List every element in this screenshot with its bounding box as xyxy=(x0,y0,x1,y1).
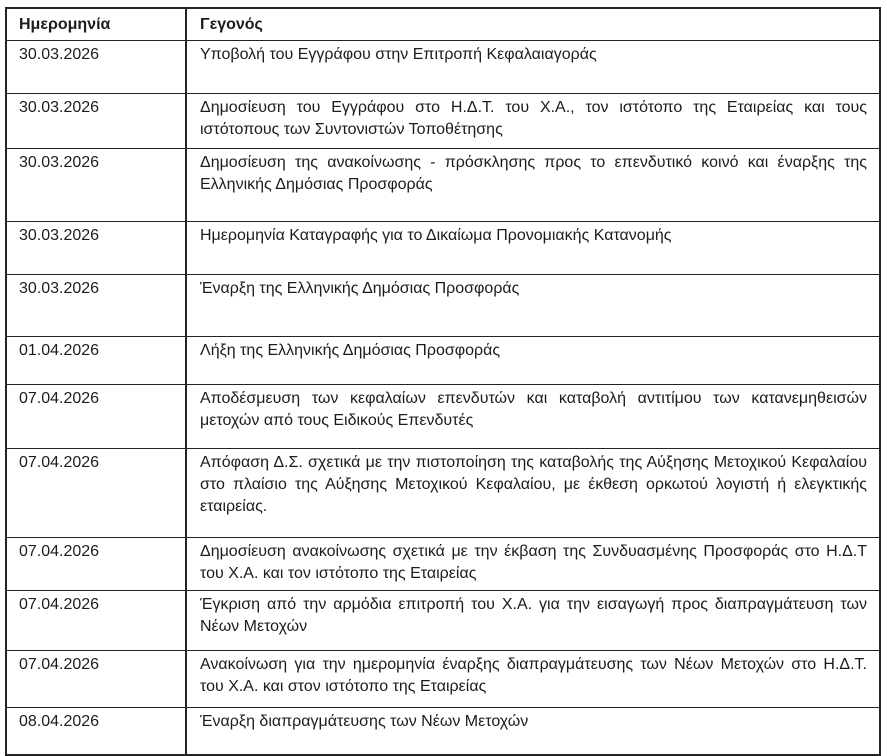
date-cell: 30.03.2026 xyxy=(6,275,186,337)
date-cell: 30.03.2026 xyxy=(6,149,186,222)
table-row xyxy=(6,41,880,94)
event-cell: Έναρξη της Ελληνικής Δημόσιας Προσφοράς xyxy=(186,275,880,337)
event-cell: Έγκριση από την αρμόδια επιτροπή του Χ.Α. για την εισαγωγή προς διαπραγμάτευση των Νέων Μετοχών xyxy=(186,591,880,651)
date-cell: 07.04.2026 xyxy=(6,591,186,651)
event-cell: Λήξη της Ελληνικής Δημόσιας Προσφοράς xyxy=(186,337,880,385)
table-row xyxy=(6,275,880,337)
header-row xyxy=(6,8,880,41)
table-row xyxy=(6,591,880,651)
event-cell: Υποβολή του Εγγράφου στην Επιτροπή Κεφαλαιαγοράς xyxy=(186,41,880,94)
date-cell: 08.04.2026 xyxy=(6,708,186,756)
event-cell: Ημερομηνία Καταγραφής για το Δικαίωμα Προνομιακής Κατανομής xyxy=(186,222,880,275)
table-row xyxy=(6,449,880,538)
event-cell: Αποδέσμευση των κεφαλαίων επενδυτών και καταβολή αντιτίμου των κατανεμηθεισών μετοχών από τους Ειδικούς Επενδυτές xyxy=(186,385,880,449)
table-row xyxy=(6,222,880,275)
date-cell: 30.03.2026 xyxy=(6,222,186,275)
header-cell-event: Γεγονός xyxy=(186,8,880,41)
date-cell: 07.04.2026 xyxy=(6,385,186,449)
table-header xyxy=(6,8,880,41)
date-cell: 30.03.2026 xyxy=(6,41,186,94)
event-cell: Δημοσίευση του Εγγράφου στο Η.Δ.Τ. του Χ.Α., τον ιστότοπο της Εταιρείας και τους ιστότοπους των Συντονιστών Τοποθέτησης xyxy=(186,94,880,149)
table-body xyxy=(6,41,880,756)
table-row xyxy=(6,538,880,591)
date-cell: 01.04.2026 xyxy=(6,337,186,385)
event-cell: Έναρξη διαπραγμάτευσης των Νέων Μετοχών xyxy=(186,708,880,756)
event-cell: Απόφαση Δ.Σ. σχετικά με την πιστοποίηση της καταβολής της Αύξησης Μετοχικού Κεφαλαίου στο πλαίσιο της Αύξησης Μετοχικού Κεφαλαίου, με έκθεση ορκωτού λογιστή ή ελεγκτικής εταιρείας. xyxy=(186,449,880,538)
table-row xyxy=(6,337,880,385)
date-cell: 30.03.2026 xyxy=(6,94,186,149)
table-row xyxy=(6,149,880,222)
timeline-table xyxy=(5,7,881,756)
table-row xyxy=(6,651,880,708)
date-cell: 07.04.2026 xyxy=(6,538,186,591)
date-cell: 07.04.2026 xyxy=(6,651,186,708)
date-cell: 07.04.2026 xyxy=(6,449,186,538)
header-cell-date: Ημερομηνία xyxy=(6,8,186,41)
document-page xyxy=(0,7,887,730)
table-row xyxy=(6,94,880,149)
table-row xyxy=(6,385,880,449)
table-row xyxy=(6,708,880,756)
event-cell: Ανακοίνωση για την ημερομηνία έναρξης διαπραγμάτευσης των Νέων Μετοχών στο Η.Δ.Τ. του Χ.Α. και στον ιστότοπο της Εταιρείας xyxy=(186,651,880,708)
event-cell: Δημοσίευση ανακοίνωσης σχετικά με την έκβαση της Συνδυασμένης Προσφοράς στο Η.Δ.Τ του Χ.Α. και τον ιστότοπο της Εταιρείας xyxy=(186,538,880,591)
event-cell: Δημοσίευση της ανακοίνωσης - πρόσκλησης προς το επενδυτικό κοινό και έναρξης της Ελληνικής Δημόσιας Προσφοράς xyxy=(186,149,880,222)
